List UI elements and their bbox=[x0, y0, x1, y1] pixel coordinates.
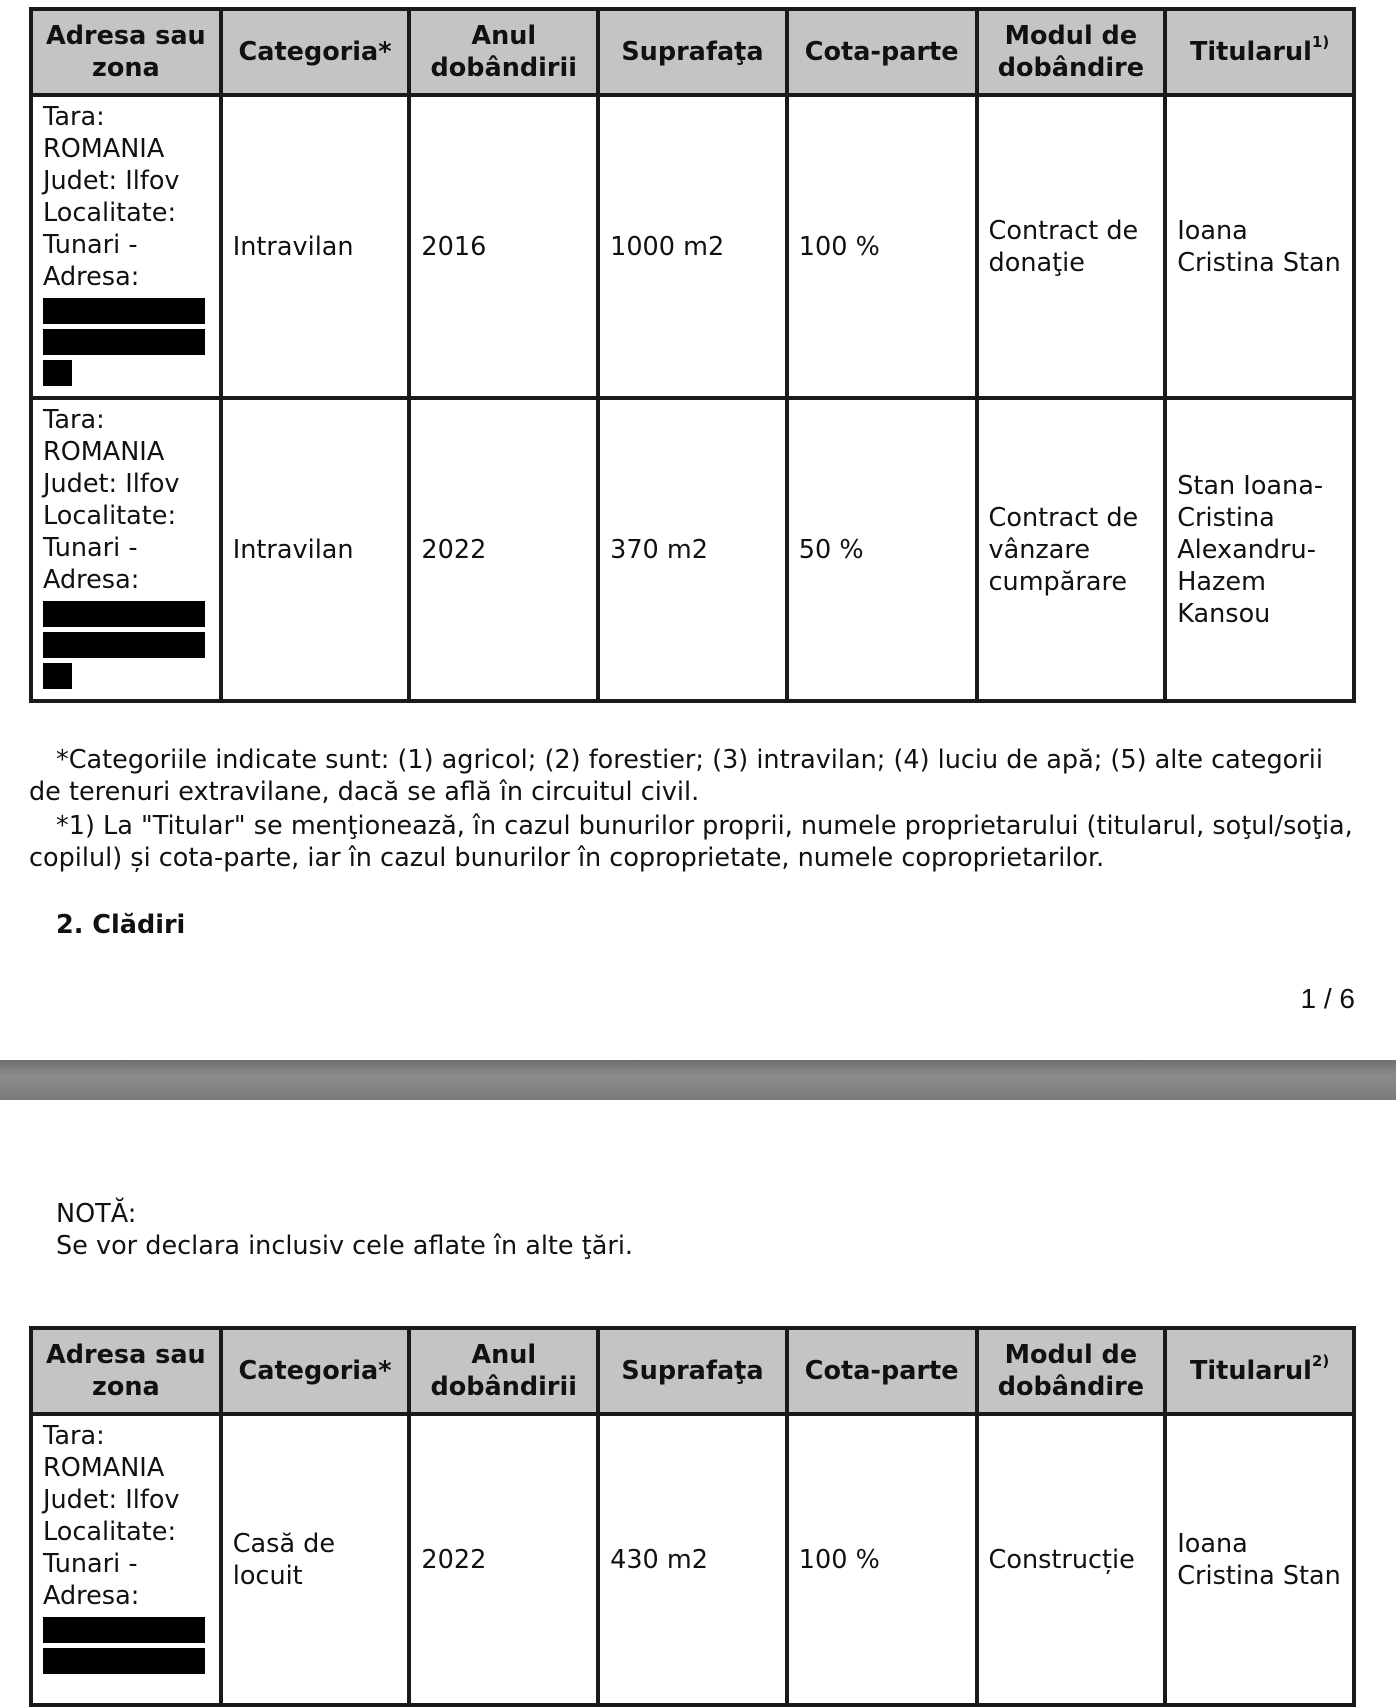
header-area: Suprafaţa bbox=[598, 1328, 787, 1414]
header-category: Categoria* bbox=[221, 1328, 410, 1414]
mode-cell: Construcție bbox=[977, 1414, 1166, 1705]
footnote-categories: *Categoriile indicate sunt: (1) agricol; (2) forestier; (3) intravilan; (4) luciu de apă; (5) alte categorii de terenuri extravilane, dacă se află în circuitul civil. bbox=[29, 745, 1323, 807]
land-table bbox=[29, 7, 1356, 703]
redaction-bar bbox=[43, 360, 72, 386]
nota-label: NOTĂ: bbox=[56, 1199, 137, 1229]
share-cell: 100 % bbox=[787, 95, 977, 398]
building-table bbox=[29, 1326, 1356, 1707]
redaction-bar bbox=[43, 663, 72, 689]
header-year: Anul dobândirii bbox=[409, 9, 598, 95]
table-row bbox=[31, 95, 1354, 398]
year-cell: 2022 bbox=[409, 398, 598, 701]
section-heading: 2. Clădiri bbox=[56, 910, 186, 940]
table-row bbox=[31, 1414, 1354, 1705]
header-area: Suprafaţa bbox=[598, 9, 787, 95]
document-page-2 bbox=[0, 1100, 1396, 1640]
holder-cell: Ioana Cristina Stan bbox=[1165, 95, 1354, 398]
redaction-bar bbox=[43, 298, 205, 324]
area-cell: 370 m2 bbox=[598, 398, 787, 701]
category-cell: Intravilan bbox=[221, 398, 410, 701]
area-cell: 430 m2 bbox=[598, 1414, 787, 1705]
address-cell: Tara: ROMANIA Judet: Ilfov Localitate: Tunari - Adresa: bbox=[31, 398, 221, 701]
nota-text: Se vor declara inclusiv cele aflate în alte ţări. bbox=[56, 1231, 634, 1261]
category-cell: Intravilan bbox=[221, 95, 410, 398]
header-address: Adresa sau zona bbox=[31, 9, 221, 95]
page-separator bbox=[0, 1060, 1396, 1100]
share-cell: 50 % bbox=[787, 398, 977, 701]
holder-cell: Ioana Cristina Stan bbox=[1165, 1414, 1354, 1705]
header-address: Adresa sau zona bbox=[31, 1328, 221, 1414]
mode-cell: Contract de donaţie bbox=[977, 95, 1166, 398]
address-cell: Tara: ROMANIA Judet: Ilfov Localitate: Tunari - Adresa: bbox=[31, 1414, 221, 1705]
page-number: 1 / 6 bbox=[1300, 983, 1355, 1014]
category-cell: Casă de locuit bbox=[221, 1414, 410, 1705]
table-header-row bbox=[31, 9, 1354, 95]
year-cell: 2022 bbox=[409, 1414, 598, 1705]
header-mode: Modul de dobândire bbox=[977, 1328, 1166, 1414]
table-header-row bbox=[31, 1328, 1354, 1414]
header-holder: Titularul$^{1)}$ bbox=[1165, 9, 1354, 95]
redaction-bar bbox=[43, 601, 205, 627]
address-cell: Tara: ROMANIA Judet: Ilfov Localitate: Tunari - Adresa: bbox=[31, 95, 221, 398]
header-year: Anul dobândirii bbox=[409, 1328, 598, 1414]
redaction-bar bbox=[43, 329, 205, 355]
header-share: Cota-parte bbox=[787, 9, 977, 95]
table-row bbox=[31, 398, 1354, 701]
nota-block bbox=[56, 1198, 633, 1262]
footnote-titular: *1) La "Titular" se menţionează, în cazul bunurilor proprii, numele proprietarului (titularul, soţul/soţia, copilul) și cota-parte, iar în cazul bunurilor în coproprietate, numele coproprietarilor. bbox=[29, 811, 1353, 873]
header-holder: Titularul$^{2)}$ bbox=[1165, 1328, 1354, 1414]
redaction-bar bbox=[43, 632, 205, 658]
area-cell: 1000 m2 bbox=[598, 95, 787, 398]
header-mode: Modul de dobândire bbox=[977, 9, 1166, 95]
holder-cell: Stan Ioana-Cristina Alexandru-Hazem Kansou bbox=[1165, 398, 1354, 701]
header-share: Cota-parte bbox=[787, 1328, 977, 1414]
share-cell: 100 % bbox=[787, 1414, 977, 1705]
redaction-bar bbox=[43, 1617, 205, 1643]
header-category: Categoria* bbox=[221, 9, 410, 95]
year-cell: 2016 bbox=[409, 95, 598, 398]
mode-cell: Contract de vânzare cumpărare bbox=[977, 398, 1166, 701]
redaction-bar bbox=[43, 1648, 205, 1674]
